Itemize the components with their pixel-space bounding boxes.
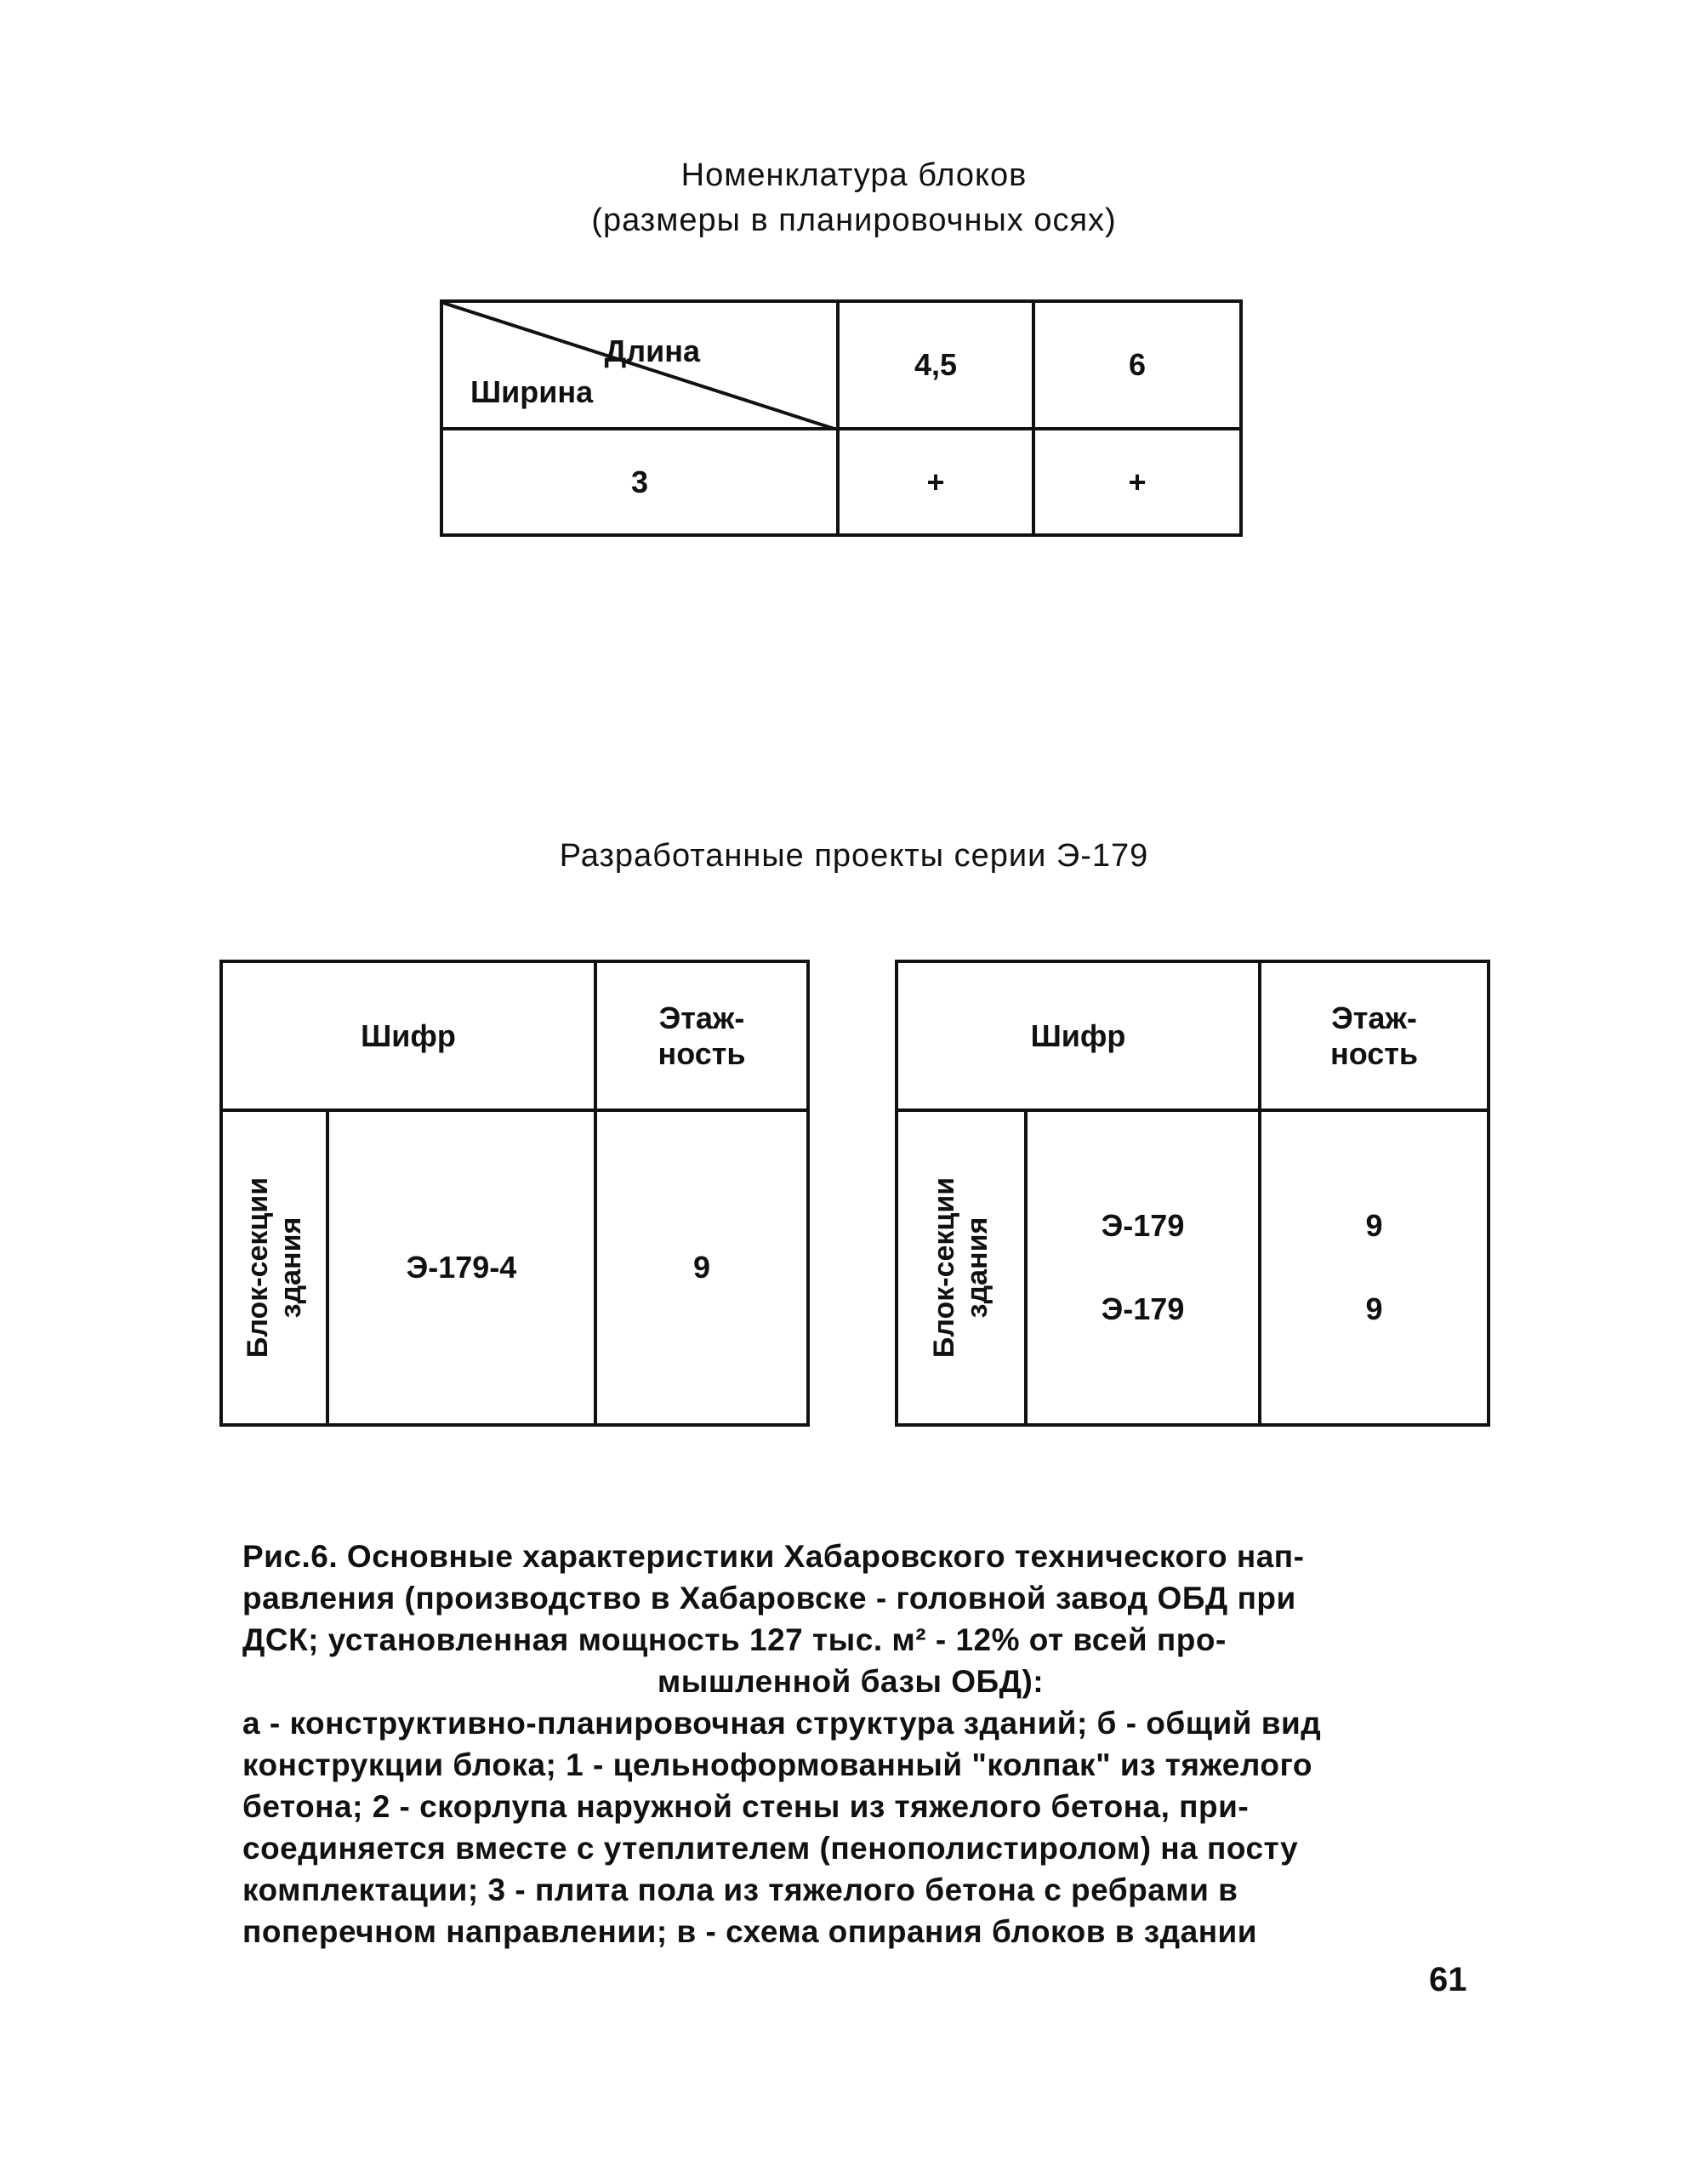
code-value: Э-179 bbox=[1101, 1291, 1185, 1326]
caption-line: соединяется вместе с утеплителем (пенополистиролом) на посту bbox=[242, 1831, 1299, 1866]
floors-cell bbox=[1260, 1110, 1489, 1425]
projects-title: Разработанные проекты серии Э-179 bbox=[559, 838, 1149, 874]
side-label bbox=[241, 1177, 307, 1358]
nomenclature-title: Номенклатура блоков bbox=[680, 157, 1028, 193]
caption-line: комплектации; 3 - плита пола из тяжелого бетона с ребрами в bbox=[242, 1872, 1238, 1907]
figure-caption bbox=[242, 1536, 1459, 1952]
projects-table-left bbox=[219, 960, 810, 1427]
availability-cell: + bbox=[838, 429, 1033, 535]
side-label-cell bbox=[897, 1110, 1026, 1425]
page-number: 61 bbox=[1429, 1961, 1467, 1998]
caption-line: ДСК; установленная мощность 127 тыс. м² - 12% от всей про- bbox=[242, 1622, 1227, 1657]
code-cell: Э-179-4 bbox=[327, 1110, 595, 1425]
floors-stack bbox=[1261, 1208, 1487, 1327]
caption-line: поперечном направлении; в - схема опирания блоков в здании bbox=[242, 1914, 1258, 1949]
side-label-line2: здания bbox=[274, 1217, 307, 1319]
table-row bbox=[221, 961, 808, 1110]
table-row bbox=[897, 961, 1489, 1110]
table-row bbox=[441, 429, 1241, 535]
header-code-cell: Шифр bbox=[221, 961, 595, 1110]
header-length-label: Длина bbox=[604, 333, 700, 368]
header-width-label: Ширина bbox=[470, 374, 594, 409]
caption-line: равления (производство в Хабаровске - головной завод ОБД при bbox=[242, 1581, 1296, 1616]
width-value-cell: 3 bbox=[441, 429, 838, 535]
header-length-4-5: 4,5 bbox=[838, 301, 1033, 429]
caption-line: Рис.6. Основные характеристики Хабаровского технического нап- bbox=[242, 1539, 1305, 1574]
floors-cell: 9 bbox=[595, 1110, 808, 1425]
caption-line: конструкции блока; 1 - цельноформованный "колпак" из тяжелого bbox=[242, 1747, 1312, 1782]
header-floors-cell bbox=[595, 961, 808, 1110]
header-floors-line1: Этаж- bbox=[658, 1000, 745, 1035]
floors-value: 9 bbox=[1365, 1291, 1383, 1326]
caption-line: бетона; 2 - скорлупа наружной стены из тяжелого бетона, при- bbox=[242, 1789, 1250, 1824]
code-cell bbox=[1026, 1110, 1260, 1425]
header-floors-cell bbox=[1260, 961, 1489, 1110]
header-floors-line1: Этаж- bbox=[1331, 1000, 1417, 1035]
side-label bbox=[928, 1177, 994, 1358]
side-label-line1: Блок-секции bbox=[927, 1177, 960, 1359]
caption-line: мышленной базы ОБД): bbox=[657, 1664, 1045, 1699]
header-floors-line2: ность bbox=[1329, 1035, 1419, 1071]
code-value: Э-179 bbox=[1101, 1208, 1185, 1243]
side-label-line2: здания bbox=[961, 1217, 993, 1319]
side-label-line1: Блок-секции bbox=[241, 1177, 274, 1359]
availability-cell: + bbox=[1033, 429, 1241, 535]
header-code-cell: Шифр bbox=[897, 961, 1260, 1110]
code-stack bbox=[1028, 1208, 1258, 1327]
nomenclature-subtitle: (размеры в планировочных осях) bbox=[591, 202, 1117, 238]
nomenclature-table bbox=[440, 299, 1243, 537]
side-label-cell bbox=[221, 1110, 327, 1425]
header-length-6: 6 bbox=[1033, 301, 1241, 429]
table-row bbox=[221, 1110, 808, 1425]
table-row bbox=[441, 301, 1241, 429]
header-floors-line2: ность bbox=[658, 1035, 746, 1071]
floors-value: 9 bbox=[1365, 1208, 1383, 1243]
projects-table-right bbox=[895, 960, 1490, 1427]
caption-line: а - конструктивно-планировочная структура зданий; б - общий вид bbox=[242, 1706, 1322, 1741]
diagonal-header-cell bbox=[441, 301, 838, 429]
table-row bbox=[897, 1110, 1489, 1425]
